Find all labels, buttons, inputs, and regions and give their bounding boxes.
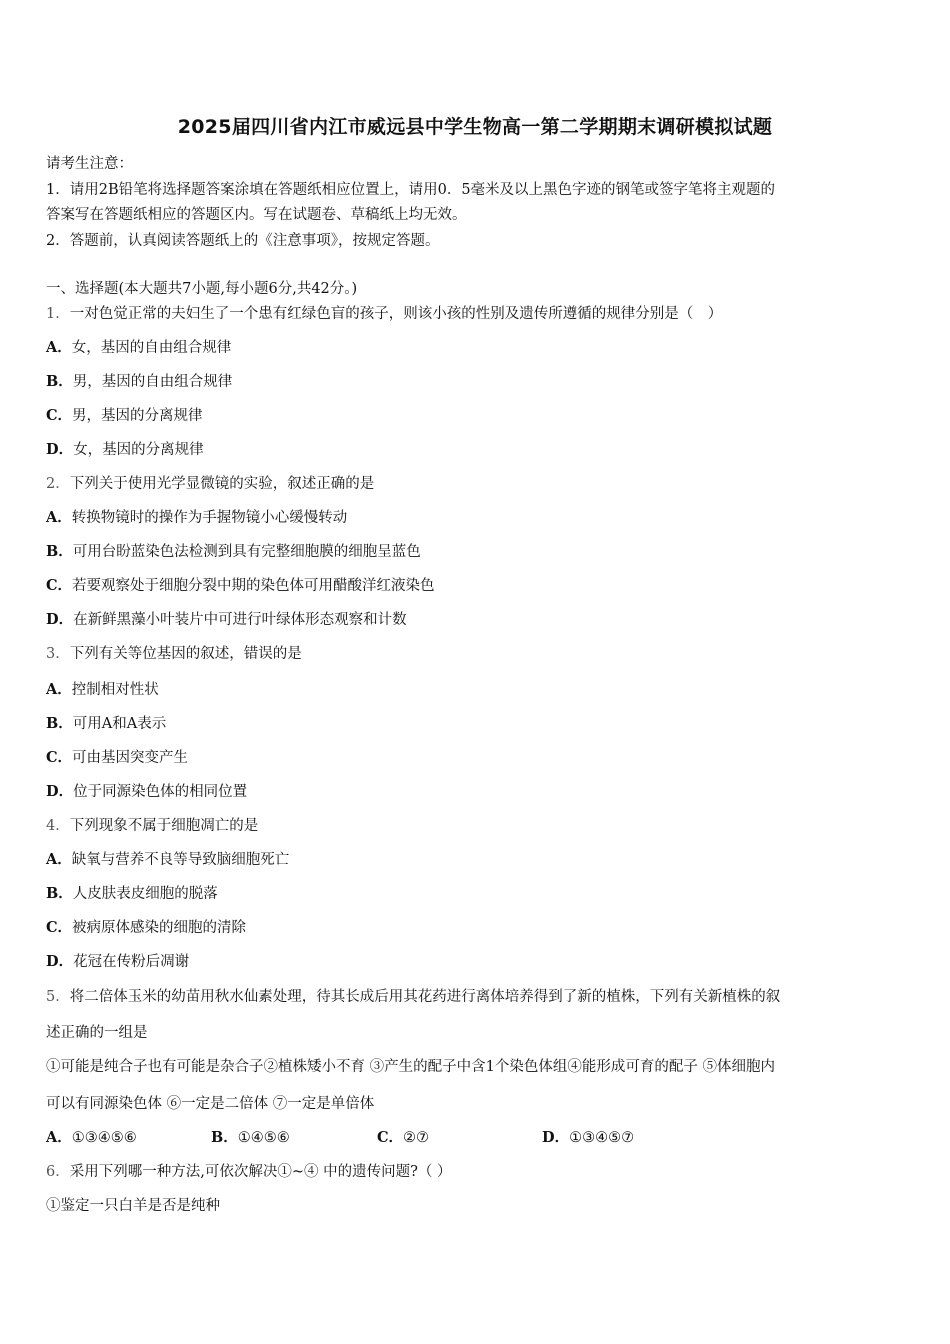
q1-option-c: C．男，基因的分离规律 <box>46 407 203 424</box>
question-stem: 采用下列哪一种方法,可依次解决①~④ 中的遗传问题?（ ） <box>69 1164 452 1180</box>
section-heading: 一、选择题(本大题共7小题,每小题6分,共42分。) <box>46 281 358 297</box>
question-number: 2． <box>46 476 70 492</box>
q4-option-d: D．花冠在传粉后凋谢 <box>46 953 190 970</box>
q1-option-a: A．女，基因的自由组合规律 <box>46 339 232 356</box>
notice-item-2: 2．答题前，认真阅读答题纸上的《注意事项》，按规定答题。 <box>46 233 440 249</box>
question-6 <box>46 1160 451 1181</box>
q6-item-1: ①鉴定一只白羊是否是纯种 <box>46 1198 220 1214</box>
question-number: 4． <box>46 818 70 834</box>
q1-option-d: D．女，基因的分离规律 <box>46 441 204 458</box>
q3-option-c: C．可由基因突变产生 <box>46 749 189 766</box>
question-stem: 下列现象不属于细胞凋亡的是 <box>69 818 259 834</box>
q4-option-a: A．缺氧与营养不良等导致脑细胞死亡 <box>46 851 290 868</box>
q5-options <box>46 1126 906 1146</box>
question-number: 5． <box>46 989 70 1005</box>
q2-option-c: C．若要观察处于细胞分裂中期的染色体可用醋酸洋红液染色 <box>46 577 435 594</box>
question-5 <box>46 985 780 1006</box>
q2-option-b: B．可用台盼蓝染色法检测到具有完整细胞膜的细胞呈蓝色 <box>46 543 421 560</box>
question-4 <box>46 814 258 835</box>
q5-items: ①可能是纯合子也有可能是杂合子②植株矮小不育 ③产生的配子中含1个染色体组④能形成可育的配子 ⑤体细胞内 <box>46 1059 775 1075</box>
question-number: 1． <box>46 306 70 322</box>
q2-option-d: D．在新鲜黑藻小叶装片中可进行叶绿体形态观察和计数 <box>46 611 407 628</box>
question-stem: 将二倍体玉米的幼苗用秋水仙素处理，待其长成后用其花药进行离体培养得到了新的植株，下列有关新植株的叙 <box>69 989 781 1005</box>
q5-option-c: C．②⑦ <box>377 1129 430 1146</box>
q1-option-b: B．男，基因的自由组合规律 <box>46 373 233 390</box>
question-stem: 下列关于使用光学显微镜的实验，叙述正确的是 <box>69 476 375 492</box>
q5-option-a: A．①③④⑤⑥ <box>46 1129 137 1146</box>
notice-item-1: 1．请用2B铅笔将选择题答案涂填在答题纸相应位置上，请用0．5毫米及以上黑色字迹的钢笔或签字笔将主观题的 <box>46 182 776 198</box>
q4-option-b: B．人皮肤表皮细胞的脱落 <box>46 885 218 902</box>
question-2 <box>46 472 374 493</box>
q5-items-cont: 可以有同源染色体 ⑥一定是二倍体 ⑦一定是单倍体 <box>46 1096 375 1112</box>
q5-option-d: D．①③④⑤⑦ <box>542 1129 635 1146</box>
q3-option-a: A．控制相对性状 <box>46 681 159 698</box>
q4-option-c: C．被病原体感染的细胞的清除 <box>46 919 247 936</box>
notice-heading: 请考生注意： <box>46 156 133 172</box>
page-title: 2025届四川省内江市威远县中学生物高一第二学期期末调研模拟试题 <box>177 116 773 138</box>
notice-item-1-cont: 答案写在答题纸相应的答题区内。写在试题卷、草稿纸上均无效。 <box>46 207 467 223</box>
question-3 <box>46 642 302 663</box>
question-stem: 一对色觉正常的夫妇生了一个患有红绿色盲的孩子，则该小孩的性别及遗传所遵循的规律分别是（ ） <box>69 306 723 322</box>
q3-option-d: D．位于同源染色体的相同位置 <box>46 783 248 800</box>
question-1 <box>46 302 722 323</box>
question-number: 3． <box>46 646 70 662</box>
question-5-stem-cont: 述正确的一组是 <box>46 1025 148 1041</box>
q3-option-b: B．可用A和A表示 <box>46 715 167 732</box>
question-stem: 下列有关等位基因的叙述，错误的是 <box>69 646 302 662</box>
question-number: 6． <box>46 1164 70 1180</box>
q2-option-a: A．转换物镜时的操作为手握物镜小心缓慢转动 <box>46 509 348 526</box>
q5-option-b: B．①④⑤⑥ <box>211 1129 290 1146</box>
